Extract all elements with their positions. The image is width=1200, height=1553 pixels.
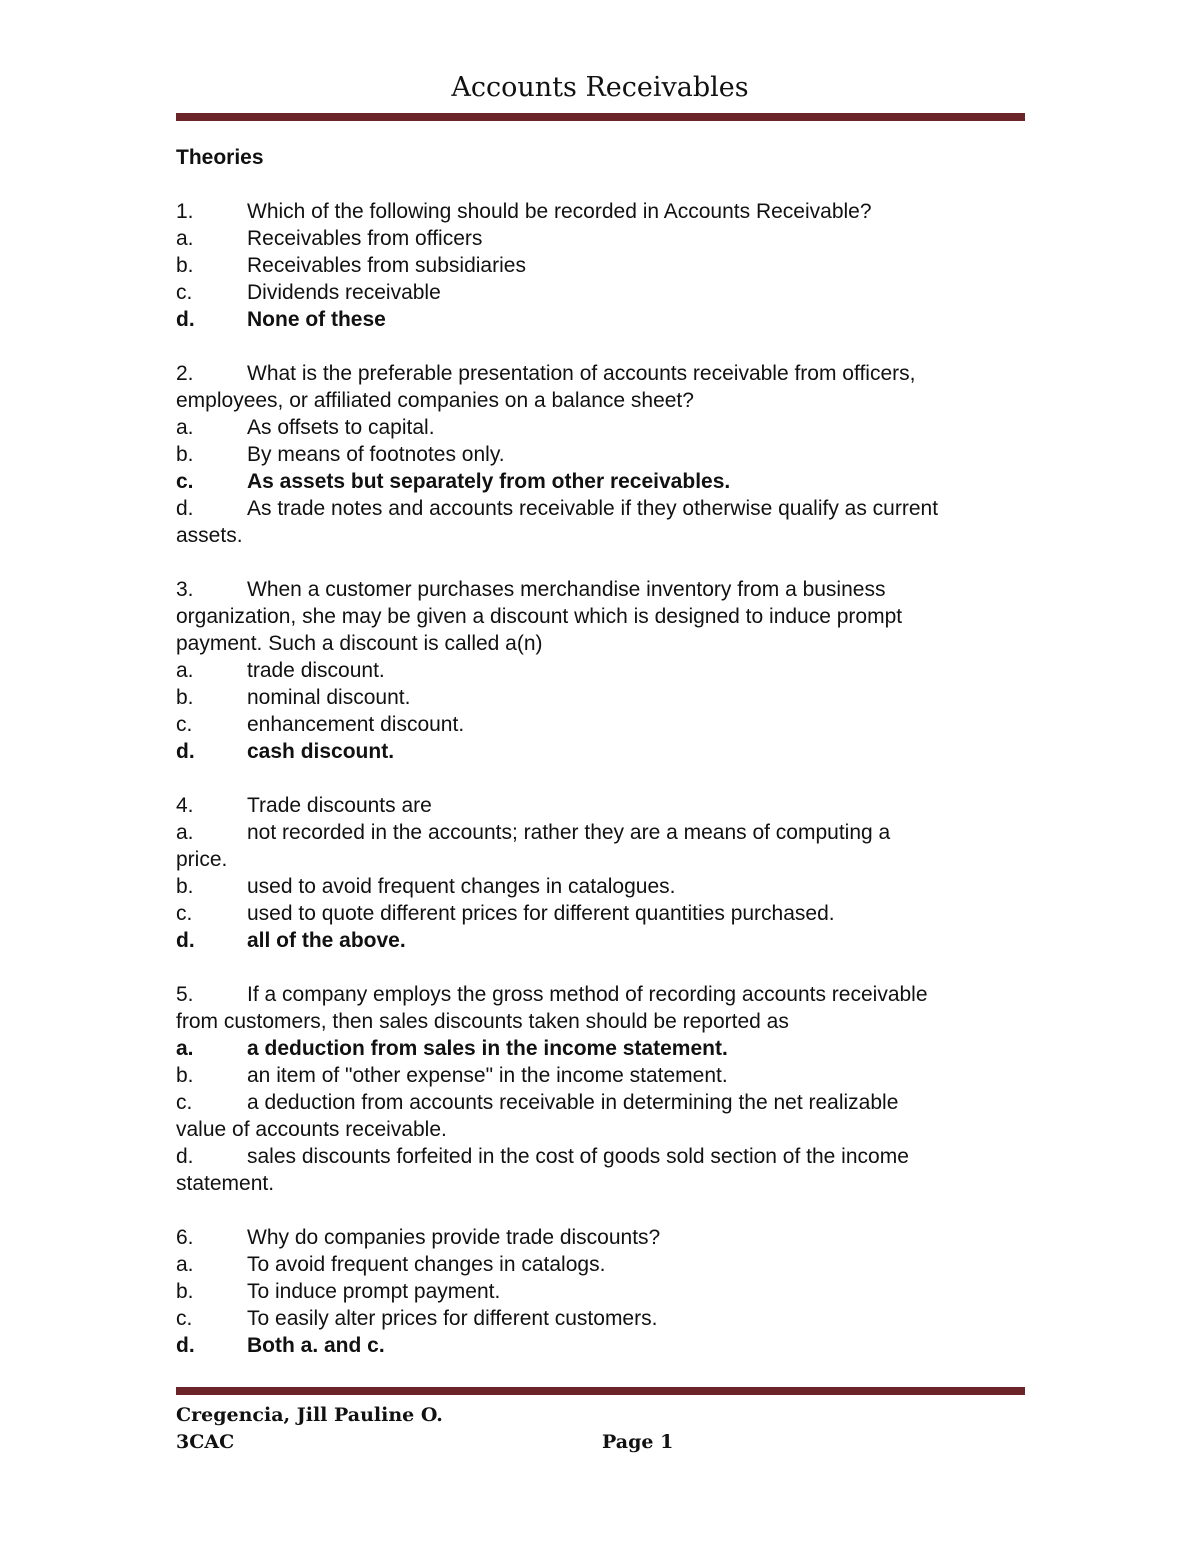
question-4: [176, 792, 1028, 954]
option-text: As assets but separately from other receivables.: [247, 470, 731, 493]
option-text-continued: statement.: [176, 1172, 275, 1195]
option-letter: c.: [176, 713, 193, 736]
question-1: [176, 198, 1028, 333]
option-letter: a.: [176, 1037, 194, 1060]
option-text: To induce prompt payment.: [247, 1280, 501, 1303]
question-number: 6.: [176, 1226, 194, 1249]
question-number: 1.: [176, 200, 194, 223]
footer-divider: [176, 1387, 1025, 1395]
option-letter: c.: [176, 902, 193, 925]
answer-option: [176, 495, 1028, 522]
option-text: Dividends receivable: [247, 281, 441, 304]
question-stem: [176, 360, 1028, 387]
option-text: Both a. and c.: [247, 1334, 385, 1357]
option-text: None of these: [247, 308, 386, 331]
question-text: Why do companies provide trade discounts?: [247, 1226, 661, 1249]
question-list: [176, 198, 1028, 1359]
question-stem: [176, 981, 1028, 1008]
answer-option: [176, 873, 1028, 900]
option-text: nominal discount.: [247, 686, 411, 709]
option-letter: a.: [176, 416, 194, 439]
option-text: As trade notes and accounts receivable if they otherwise qualify as current: [247, 497, 939, 520]
question-number: 5.: [176, 983, 194, 1006]
option-letter: c.: [176, 1307, 193, 1330]
option-text: sales discounts forfeited in the cost of goods sold section of the income: [247, 1145, 909, 1168]
question-number: 4.: [176, 794, 194, 817]
question-text-continued: organization, she may be given a discount which is designed to induce prompt: [176, 605, 903, 628]
option-text: not recorded in the accounts; rather they are a means of computing a: [247, 821, 891, 844]
answer-option: [176, 441, 1028, 468]
document-body: [176, 144, 1028, 1386]
answer-option: [176, 900, 1028, 927]
option-letter: d.: [176, 1145, 194, 1168]
option-letter: b.: [176, 1280, 194, 1303]
answer-option-correct: [176, 1332, 1028, 1359]
option-text: trade discount.: [247, 659, 385, 682]
option-letter: c.: [176, 1091, 193, 1114]
option-text: cash discount.: [247, 740, 395, 763]
answer-option-correct: [176, 927, 1028, 954]
question-text: Which of the following should be recorded in Accounts Receivable?: [247, 200, 872, 223]
question-6: [176, 1224, 1028, 1359]
footer-page-number: Page 1: [602, 1431, 674, 1453]
option-letter: a.: [176, 1253, 194, 1276]
option-letter: b.: [176, 875, 194, 898]
answer-option: [176, 657, 1028, 684]
answer-option: [176, 1143, 1028, 1170]
option-text: a deduction from accounts receivable in determining the net realizable: [247, 1091, 899, 1114]
option-text: a deduction from sales in the income statement.: [247, 1037, 728, 1060]
question-2: [176, 360, 1028, 549]
footer-author: Cregencia, Jill Pauline O.: [176, 1404, 443, 1426]
option-text: used to avoid frequent changes in catalogues.: [247, 875, 676, 898]
question-stem: [176, 792, 1028, 819]
answer-option-correct: [176, 468, 1028, 495]
answer-option: [176, 1278, 1028, 1305]
option-text: Receivables from subsidiaries: [247, 254, 526, 277]
answer-option: [176, 1062, 1028, 1089]
option-letter: a.: [176, 659, 194, 682]
option-letter: a.: [176, 821, 194, 844]
question-stem: [176, 576, 1028, 603]
option-letter: b.: [176, 254, 194, 277]
option-letter: a.: [176, 227, 194, 250]
answer-option: [176, 684, 1028, 711]
answer-option: [176, 1305, 1028, 1332]
answer-option-correct: [176, 738, 1028, 765]
question-text: When a customer purchases merchandise inventory from a business: [247, 578, 886, 601]
question-text-continued: from customers, then sales discounts taken should be reported as: [176, 1010, 789, 1033]
answer-option: [176, 279, 1028, 306]
option-text: all of the above.: [247, 929, 406, 952]
option-text-continued: value of accounts receivable.: [176, 1118, 447, 1141]
option-letter: b.: [176, 443, 194, 466]
question-text: What is the preferable presentation of accounts receivable from officers,: [247, 362, 916, 385]
footer-class: 3CAC: [176, 1431, 235, 1453]
answer-option: [176, 1089, 1028, 1116]
header-divider: [176, 113, 1025, 121]
page-title: Accounts Receivables: [451, 72, 749, 103]
question-stem: [176, 198, 1028, 225]
option-text: To avoid frequent changes in catalogs.: [247, 1253, 606, 1276]
question-3: [176, 576, 1028, 765]
answer-option: [176, 414, 1028, 441]
option-text: an item of "other expense" in the income statement.: [247, 1064, 728, 1087]
option-text: Receivables from officers: [247, 227, 483, 250]
answer-option-correct: [176, 1035, 1028, 1062]
option-text-continued: assets.: [176, 524, 243, 547]
answer-option: [176, 711, 1028, 738]
question-number: 2.: [176, 362, 194, 385]
option-text: As offsets to capital.: [247, 416, 435, 439]
option-letter: b.: [176, 1064, 194, 1087]
option-text: By means of footnotes only.: [247, 443, 505, 466]
question-text: Trade discounts are: [247, 794, 432, 817]
section-heading: Theories: [176, 146, 264, 169]
answer-option: [176, 1251, 1028, 1278]
answer-option: [176, 252, 1028, 279]
question-text: If a company employs the gross method of recording accounts receivable: [247, 983, 928, 1006]
answer-option-correct: [176, 306, 1028, 333]
option-text: To easily alter prices for different customers.: [247, 1307, 658, 1330]
option-letter: d.: [176, 740, 195, 763]
question-5: [176, 981, 1028, 1197]
option-text-continued: price.: [176, 848, 228, 871]
answer-option: [176, 225, 1028, 252]
option-letter: d.: [176, 929, 195, 952]
question-number: 3.: [176, 578, 194, 601]
option-letter: b.: [176, 686, 194, 709]
option-letter: c.: [176, 470, 194, 493]
option-letter: d.: [176, 308, 195, 331]
question-stem: [176, 1224, 1028, 1251]
option-letter: c.: [176, 281, 193, 304]
option-text: used to quote different prices for different quantities purchased.: [247, 902, 835, 925]
question-text-continued: employees, or affiliated companies on a balance sheet?: [176, 389, 694, 412]
option-text: enhancement discount.: [247, 713, 465, 736]
question-text-continued: payment. Such a discount is called a(n): [176, 632, 543, 655]
answer-option: [176, 819, 1028, 846]
option-letter: d.: [176, 1334, 195, 1357]
option-letter: d.: [176, 497, 194, 520]
